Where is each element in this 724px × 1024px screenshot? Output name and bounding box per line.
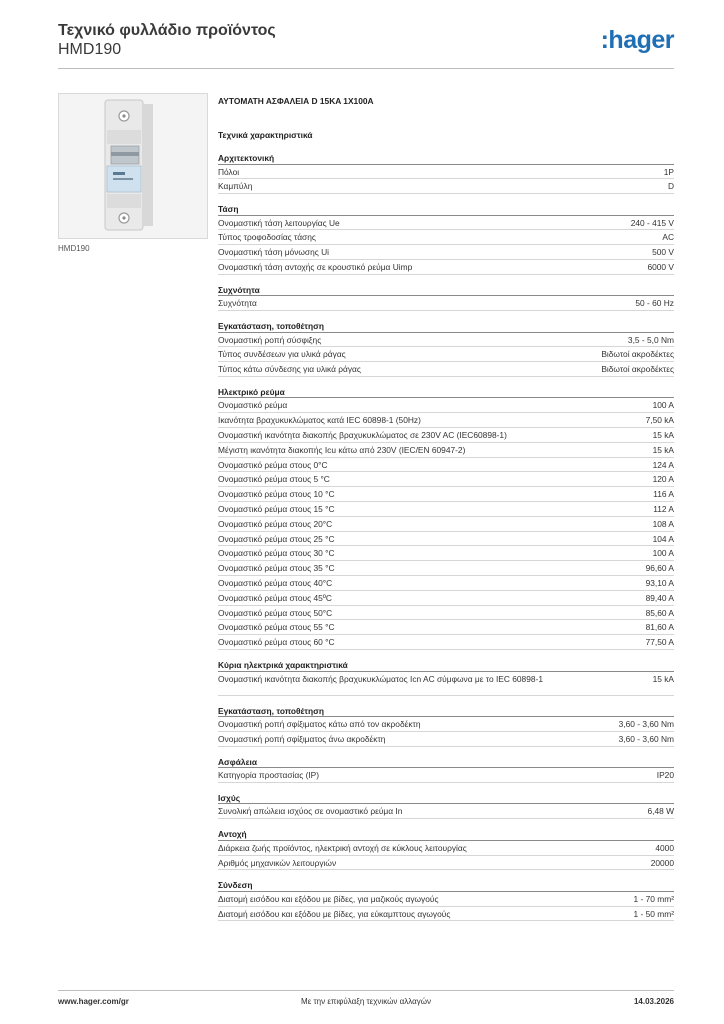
spec-value: 81,60 A bbox=[645, 622, 674, 633]
section-title: Ισχύς bbox=[218, 793, 674, 805]
spec-label: Ονομαστικό ρεύμα στους 15 °C bbox=[218, 504, 335, 515]
spec-value: 20000 bbox=[650, 857, 674, 868]
section-title: Τάση bbox=[218, 204, 674, 216]
hager-logo: :hager bbox=[600, 26, 674, 54]
spec-label: Τύπος κάτω σύνδεσης για υλικά ράγας bbox=[218, 364, 361, 375]
spec-label: Ονομαστική τάση αντοχής σε κρουστικό ρεύμα Uimp bbox=[218, 261, 413, 272]
spec-label: Ονομαστικό ρεύμα στους 0°C bbox=[218, 459, 328, 470]
spec-row bbox=[218, 413, 674, 428]
spec-value: Βιδωτοί ακροδέκτες bbox=[601, 364, 674, 375]
product-image bbox=[58, 93, 208, 239]
spec-value: 108 A bbox=[652, 518, 674, 529]
spec-row bbox=[218, 606, 674, 621]
spec-value: 6000 V bbox=[647, 261, 674, 272]
spec-value: 4000 bbox=[655, 842, 674, 853]
spec-label: Μέγιστη ικανότητα διακοπής Icu κάτω από 230V (IEC/EN 60947-2) bbox=[218, 444, 466, 455]
spec-value: Βιδωτοί ακροδέκτες bbox=[601, 349, 674, 360]
spec-label: Διατομή εισόδου και εξόδου με βίδες, για μαζικούς αγωγούς bbox=[218, 893, 439, 904]
spec-section bbox=[218, 285, 674, 311]
spec-section bbox=[218, 829, 674, 870]
product-name: ΑΥΤΟΜΑΤΗ ΑΣΦΑΛΕΙΑ D 15KA 1X100A bbox=[218, 96, 374, 106]
footer-url[interactable]: www.hager.com/gr bbox=[58, 997, 129, 1006]
spec-value: 100 A bbox=[652, 548, 674, 559]
spec-section bbox=[218, 757, 674, 783]
spec-row bbox=[218, 443, 674, 458]
spec-content bbox=[218, 96, 674, 921]
spec-value: D bbox=[667, 181, 674, 192]
spec-label: Συχνότητα bbox=[218, 298, 257, 309]
spec-label: Ονομαστική τάση λειτουργίας Ue bbox=[218, 217, 340, 228]
spec-value: 1P bbox=[663, 166, 674, 177]
spec-label: Ονομαστική ικανότητα διακοπής βραχυκυκλώματος Icn AC σύμφωνα με το IEC 60898-1 bbox=[218, 673, 543, 684]
spec-section bbox=[218, 321, 674, 377]
spec-label: Ονομαστικό ρεύμα στους 20°C bbox=[218, 518, 333, 529]
page-header bbox=[58, 22, 674, 70]
section-title: Συχνότητα bbox=[218, 285, 674, 297]
document-title: Τεχνικό φυλλάδιο προϊόντος bbox=[58, 22, 276, 39]
spec-section bbox=[218, 660, 674, 696]
section-title: Εγκατάσταση, τοποθέτηση bbox=[218, 706, 674, 718]
spec-row bbox=[218, 517, 674, 532]
spec-row bbox=[218, 347, 674, 362]
spec-sections bbox=[218, 153, 674, 921]
spec-value: 77,50 A bbox=[645, 637, 674, 648]
spec-value: 104 A bbox=[652, 533, 674, 544]
spec-label: Διατομή εισόδου και εξόδου με βίδες, για εύκαμπτους αγωγούς bbox=[218, 908, 451, 919]
spec-row bbox=[218, 768, 674, 783]
spec-value: 120 A bbox=[652, 474, 674, 485]
spec-row bbox=[218, 245, 674, 260]
header-divider bbox=[58, 68, 674, 69]
spec-value: 116 A bbox=[653, 489, 674, 500]
spec-row bbox=[218, 717, 674, 732]
spec-label: Καμπύλη bbox=[218, 181, 253, 192]
spec-value: 500 V bbox=[652, 247, 674, 258]
spec-row bbox=[218, 216, 674, 231]
spec-label: Συνολική απώλεια ισχύος σε ονομαστικό ρεύμα In bbox=[218, 806, 403, 817]
spec-row bbox=[218, 892, 674, 907]
spec-value: 100 A bbox=[652, 400, 674, 411]
spec-label: Ονομαστική ροπή σύσφιξης bbox=[218, 334, 322, 345]
spec-row bbox=[218, 428, 674, 443]
section-title: Σύνδεση bbox=[218, 880, 674, 892]
spec-value: 15 kA bbox=[652, 444, 674, 455]
section-title: Ηλεκτρικό ρεύμα bbox=[218, 387, 674, 399]
spec-row bbox=[218, 260, 674, 275]
tech-specs-heading: Τεχνικά χαρακτηριστικά bbox=[218, 130, 313, 140]
spec-row bbox=[218, 487, 674, 502]
spec-row bbox=[218, 576, 674, 591]
spec-value: 240 - 415 V bbox=[630, 217, 674, 228]
spec-section bbox=[218, 706, 674, 747]
spec-section bbox=[218, 880, 674, 921]
spec-label: Ονομαστική ικανότητα διακοπής βραχυκυκλώματος σε 230V AC (IEC60898-1) bbox=[218, 430, 507, 441]
spec-row bbox=[218, 179, 674, 194]
spec-value: 89,40 A bbox=[645, 592, 674, 603]
spec-section bbox=[218, 387, 674, 650]
spec-value: 93,10 A bbox=[645, 578, 674, 589]
spec-value: 1 - 50 mm² bbox=[633, 908, 674, 919]
spec-value: AC bbox=[662, 232, 674, 243]
spec-row bbox=[218, 532, 674, 547]
spec-label: Ονομαστικό ρεύμα στους 50°C bbox=[218, 607, 333, 618]
spec-row bbox=[218, 472, 674, 487]
spec-value: 112 A bbox=[653, 504, 674, 515]
spec-row bbox=[218, 296, 674, 311]
spec-label: Ονομαστικό ρεύμα στους 40°C bbox=[218, 578, 333, 589]
spec-value: 15 kA bbox=[652, 673, 674, 684]
spec-label: Πόλοι bbox=[218, 166, 240, 177]
spec-value: 85,60 A bbox=[645, 607, 674, 618]
spec-row bbox=[218, 672, 674, 696]
section-title: Αντοχή bbox=[218, 829, 674, 841]
footer-date: 14.03.2026 bbox=[633, 997, 674, 1006]
spec-row bbox=[218, 620, 674, 635]
spec-label: Ονομαστικό ρεύμα στους 45ºC bbox=[218, 592, 332, 603]
footer-note: Με την επιφύλαξη τεχνικών αλλαγών bbox=[301, 997, 431, 1006]
spec-row bbox=[218, 546, 674, 561]
spec-label: Τύπος συνδέσεων για υλικά ράγας bbox=[218, 349, 346, 360]
spec-value: 3,60 - 3,60 Nm bbox=[618, 719, 674, 730]
spec-section bbox=[218, 793, 674, 819]
spec-section bbox=[218, 204, 674, 275]
spec-value: 3,5 - 5,0 Nm bbox=[627, 334, 674, 345]
spec-row bbox=[218, 458, 674, 473]
spec-label: Ονομαστικό ρεύμα στους 5 °C bbox=[218, 474, 330, 485]
spec-row bbox=[218, 165, 674, 180]
image-caption: HMD190 bbox=[58, 244, 90, 253]
spec-value: IP20 bbox=[656, 770, 674, 781]
spec-row bbox=[218, 841, 674, 856]
spec-row bbox=[218, 333, 674, 348]
spec-label: Διάρκεια ζωής προϊόντος, ηλεκτρική αντοχή σε κύκλους λειτουργίας bbox=[218, 842, 467, 853]
spec-value: 96,60 A bbox=[645, 563, 674, 574]
spec-row bbox=[218, 856, 674, 871]
spec-value: 6,48 W bbox=[647, 806, 674, 817]
spec-row bbox=[218, 561, 674, 576]
spec-label: Τύπος τροφοδοσίας τάσης bbox=[218, 232, 316, 243]
spec-label: Αριθμός μηχανικών λειτουργιών bbox=[218, 857, 337, 868]
spec-row bbox=[218, 804, 674, 819]
spec-value: 1 - 70 mm² bbox=[633, 893, 674, 904]
spec-value: 124 A bbox=[652, 459, 674, 470]
spec-value: 50 - 60 Hz bbox=[635, 298, 674, 309]
section-title: Αρχιτεκτονική bbox=[218, 153, 674, 165]
spec-value: 15 kA bbox=[652, 430, 674, 441]
spec-label: Ικανότητα βραχυκυκλώματος κατά IEC 60898-1 (50Hz) bbox=[218, 415, 421, 426]
spec-value: 3,60 - 3,60 Nm bbox=[618, 733, 674, 744]
spec-label: Κατηγορία προστασίας (IP) bbox=[218, 770, 320, 781]
spec-row bbox=[218, 398, 674, 413]
spec-row bbox=[218, 732, 674, 747]
spec-label: Ονομαστικό ρεύμα στους 30 °C bbox=[218, 548, 335, 559]
spec-label: Ονομαστικό ρεύμα στους 55 °C bbox=[218, 622, 335, 633]
spec-row bbox=[218, 907, 674, 922]
spec-label: Ονομαστική ροπή σφίξιματος άνω ακροδέκτη bbox=[218, 733, 386, 744]
section-title: Κύρια ηλεκτρικά χαρακτηριστικά bbox=[218, 660, 674, 672]
spec-row bbox=[218, 635, 674, 650]
footer-divider bbox=[58, 990, 674, 991]
spec-row bbox=[218, 502, 674, 517]
spec-row bbox=[218, 591, 674, 606]
spec-label: Ονομαστικό ρεύμα στους 60 °C bbox=[218, 637, 335, 648]
spec-row bbox=[218, 230, 674, 245]
spec-label: Ονομαστικό ρεύμα στους 35 °C bbox=[218, 563, 335, 574]
section-title: Ασφάλεια bbox=[218, 757, 674, 769]
spec-label: Ονομαστικό ρεύμα bbox=[218, 400, 288, 411]
circuit-breaker-icon bbox=[59, 94, 207, 238]
spec-value: 7,50 kA bbox=[645, 415, 674, 426]
spec-label: Ονομαστικό ρεύμα στους 25 °C bbox=[218, 533, 335, 544]
spec-label: Ονομαστικό ρεύμα στους 10 °C bbox=[218, 489, 335, 500]
spec-label: Ονομαστική τάση μόνωσης Ui bbox=[218, 247, 330, 258]
product-model: HMD190 bbox=[58, 41, 122, 58]
spec-section bbox=[218, 153, 674, 194]
spec-label: Ονομαστική ροπή σφίξιματος κάτω από τον ακροδέκτη bbox=[218, 719, 421, 730]
spec-row bbox=[218, 362, 674, 377]
section-title: Εγκατάσταση, τοποθέτηση bbox=[218, 321, 674, 333]
